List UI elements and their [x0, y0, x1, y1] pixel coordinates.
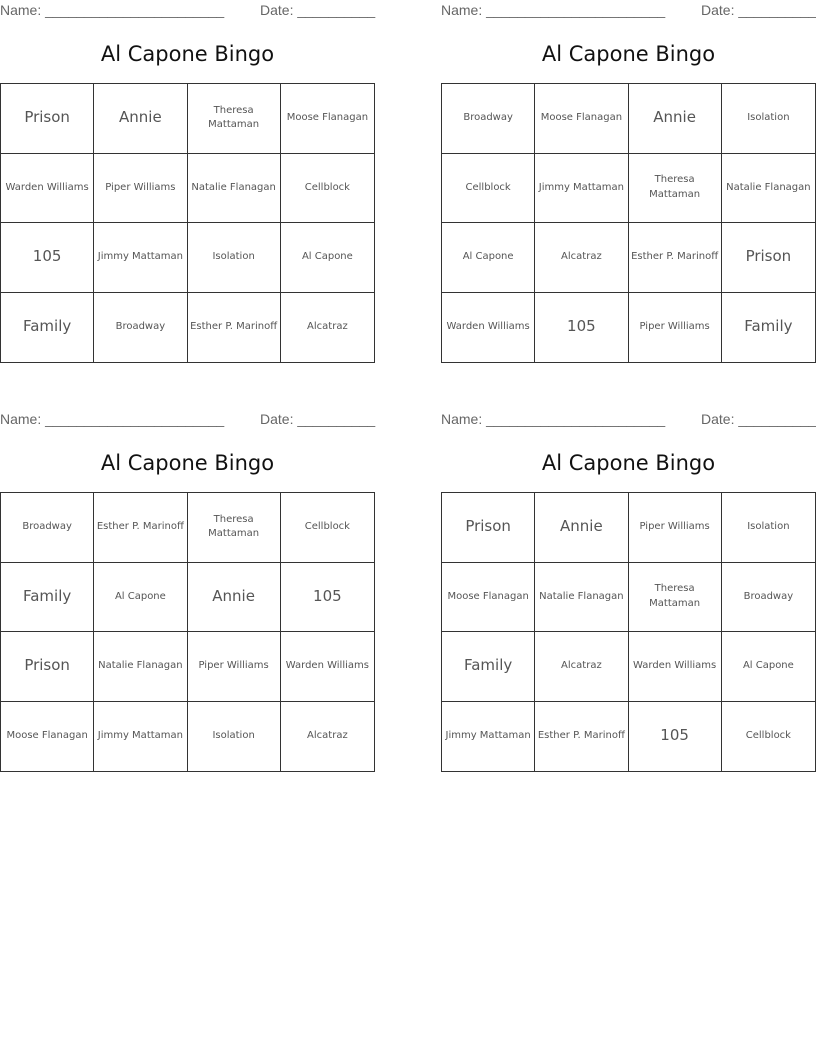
bingo-cell: Isolation	[188, 702, 281, 772]
bingo-cell: Natalie Flanagan	[94, 632, 187, 702]
bingo-cell: Moose Flanagan	[1, 702, 94, 772]
bingo-cell: Al Capone	[442, 223, 535, 293]
bingo-cell: Moose Flanagan	[535, 84, 628, 154]
bingo-card	[441, 0, 816, 365]
bingo-cell: Moose Flanagan	[281, 84, 374, 154]
bingo-cell: Broadway	[1, 493, 94, 563]
bingo-cell: Cellblock	[281, 154, 374, 224]
bingo-cell: Broadway	[722, 563, 815, 633]
bingo-cell: Piper Williams	[94, 154, 187, 224]
bingo-cell: Theresa Mattaman	[629, 154, 722, 224]
card-title: Al Capone Bingo	[100, 42, 275, 66]
bingo-cell: Warden Williams	[281, 632, 374, 702]
bingo-grid	[441, 492, 816, 772]
name-date-line	[0, 411, 375, 429]
date-field-label: Date: __________	[260, 411, 376, 427]
name-date-line	[441, 411, 816, 429]
name-date-line	[441, 2, 816, 20]
bingo-cell: Al Capone	[94, 563, 187, 633]
name-field-label: Name: _______________________	[441, 2, 666, 18]
date-field-label: Date: __________	[701, 411, 816, 427]
bingo-cell: Piper Williams	[629, 493, 722, 563]
bingo-cell: Isolation	[722, 493, 815, 563]
bingo-card	[441, 409, 816, 774]
card-title: Al Capone Bingo	[541, 42, 716, 66]
bingo-cell: Alcatraz	[535, 632, 628, 702]
bingo-cell: Alcatraz	[535, 223, 628, 293]
bingo-cell: Prison	[722, 223, 815, 293]
bingo-cell: Warden Williams	[1, 154, 94, 224]
date-field-label: Date: __________	[701, 2, 816, 18]
bingo-cell: Natalie Flanagan	[722, 154, 815, 224]
bingo-cell: Cellblock	[745, 730, 791, 741]
bingo-cell: Jimmy Mattaman	[442, 702, 535, 772]
bingo-cell: Piper Williams	[629, 293, 722, 363]
bingo-cell: Cellblock	[442, 154, 535, 224]
date-field-label: Date: __________	[260, 2, 376, 18]
bingo-cell: Annie	[188, 563, 281, 633]
bingo-cell: Theresa Mattaman	[629, 563, 722, 633]
bingo-cell: Family	[1, 293, 94, 363]
bingo-grid	[441, 83, 816, 363]
card-title: Al Capone Bingo	[541, 451, 716, 475]
bingo-cell: Al Capone	[722, 632, 815, 702]
bingo-cell: Natalie Flanagan	[535, 563, 628, 633]
bingo-cell: Piper Williams	[188, 632, 281, 702]
name-field-label: Name: _______________________	[0, 2, 225, 18]
bingo-cell: Natalie Flanagan	[188, 154, 281, 224]
bingo-cell: Jimmy Mattaman	[535, 154, 628, 224]
bingo-cell: Annie	[535, 493, 628, 563]
bingo-cell: Isolation	[188, 223, 281, 293]
card-title: Al Capone Bingo	[100, 451, 275, 475]
bingo-cell: 105	[629, 702, 722, 772]
name-field-label: Name: _______________________	[441, 411, 666, 427]
bingo-cell: Annie	[629, 84, 722, 154]
bingo-grid	[0, 492, 375, 772]
bingo-cell: Prison	[1, 632, 94, 702]
bingo-cell: Esther P. Marinoff	[629, 223, 722, 293]
bingo-cell: 105	[1, 223, 94, 293]
bingo-cell: Isolation	[722, 84, 815, 154]
bingo-cell: Esther P. Marinoff	[188, 293, 281, 363]
bingo-cell: Esther P. Marinoff	[535, 702, 628, 772]
bingo-cell: Prison	[442, 493, 535, 563]
bingo-cell: Theresa Mattaman	[188, 84, 281, 154]
bingo-cell: Theresa Mattaman	[188, 493, 281, 563]
bingo-cell: Alcatraz	[307, 730, 348, 741]
bingo-cell: 105	[281, 563, 374, 633]
bingo-cell: Family	[744, 317, 793, 336]
bingo-cell: Family	[1, 563, 94, 633]
bingo-cell: Jimmy Mattaman	[94, 702, 187, 772]
bingo-card	[0, 0, 375, 365]
bingo-cell: Prison	[1, 84, 94, 154]
bingo-cell: Esther P. Marinoff	[94, 493, 187, 563]
bingo-card	[0, 409, 375, 774]
bingo-grid	[0, 83, 375, 363]
bingo-cell: Moose Flanagan	[442, 563, 535, 633]
bingo-cell: Broadway	[94, 293, 187, 363]
bingo-cell: Alcatraz	[307, 321, 348, 332]
name-date-line	[0, 2, 375, 20]
bingo-cell: Al Capone	[281, 223, 374, 293]
bingo-cell: Annie	[94, 84, 187, 154]
bingo-cell: Broadway	[442, 84, 535, 154]
bingo-cell: Warden Williams	[629, 632, 722, 702]
name-field-label: Name: _______________________	[0, 411, 225, 427]
bingo-cell: 105	[535, 293, 628, 363]
bingo-cell: Family	[442, 632, 535, 702]
bingo-cell: Jimmy Mattaman	[94, 223, 187, 293]
bingo-cell: Cellblock	[281, 493, 374, 563]
bingo-cell: Warden Williams	[442, 293, 535, 363]
